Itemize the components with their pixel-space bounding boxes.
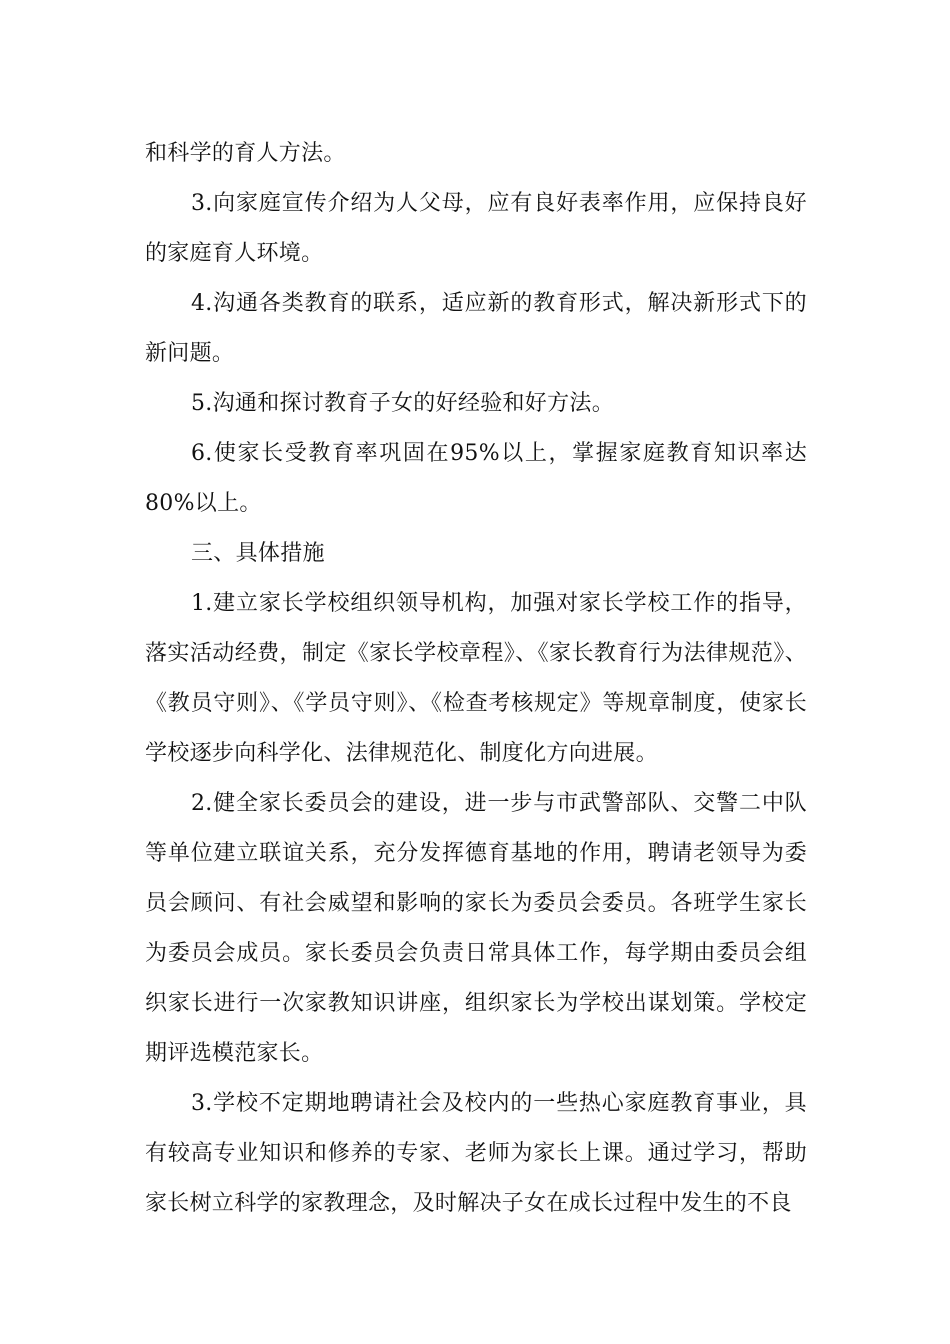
paragraph-item-5: 5.沟通和探讨教育子女的好经验和好方法。 (191, 391, 614, 416)
paragraph-item-6: 6.使家长受教育率巩固在95%以上，掌握家庭教育知识率达80%以上。 (145, 441, 807, 516)
document-body (145, 129, 807, 1229)
section-heading: 三、具体措施 (191, 541, 325, 566)
measure-item-3: 3.学校不定期地聘请社会及校内的一些热心家庭教育事业，具有较高专业知识和修养的专家、老师为家长上课。通过学习，帮助家长树立科学的家教理念，及时解决子女在成长过程中发生的不良 (145, 1091, 807, 1216)
measure-item-2: 2.健全家长委员会的建设，进一步与市武警部队、交警二中队等单位建立联谊关系，充分发挥德育基地的作用，聘请老领导为委员会顾问、有社会威望和影响的家长为委员会委员。各班学生家长为委员会成员。家长委员会负责日常具体工作，每学期由委员会组织家长进行一次家教知识讲座，组织家长为学校出谋划策。学校定期评选模范家长。 (145, 791, 807, 1066)
paragraph-item-3: 3.向家庭宣传介绍为人父母，应有良好表率作用，应保持良好的家庭育人环境。 (145, 191, 807, 266)
paragraph-continuation: 和科学的育人方法。 (145, 141, 346, 166)
paragraph-item-4: 4.沟通各类教育的联系，适应新的教育形式，解决新形式下的新问题。 (145, 291, 807, 366)
measure-item-1: 1.建立家长学校组织领导机构，加强对家长学校工作的指导，落实活动经费，制定《家长学校章程》、《家长教育行为法律规范》、《教员守则》、《学员守则》、《检查考核规定》等规章制度，使家长学校逐步向科学化、法律规范化、制度化方向进展。 (145, 591, 807, 766)
